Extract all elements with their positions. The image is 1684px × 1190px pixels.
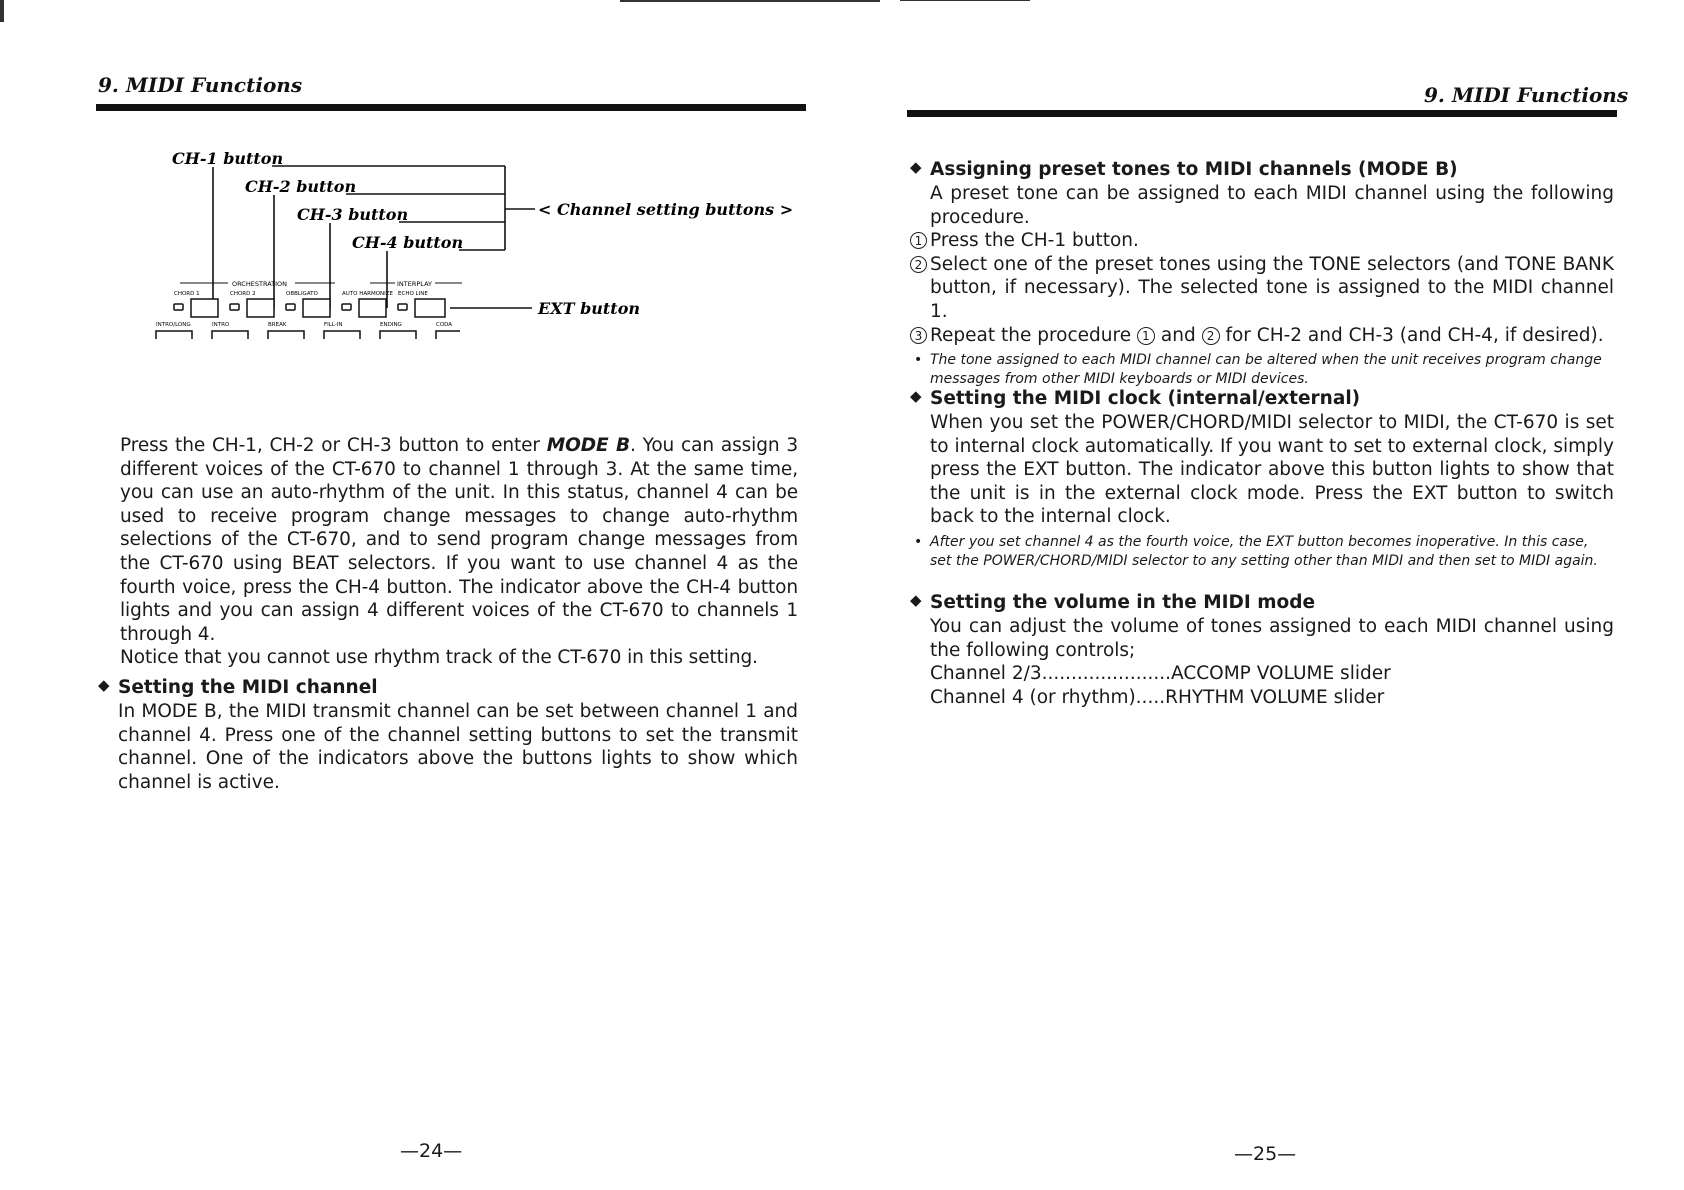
indicator-4 [342, 304, 351, 310]
procedure-step-2 [910, 253, 1614, 324]
ext-button-label: EXT button [538, 299, 640, 318]
right-page [842, 0, 1684, 1190]
panel-buttons [174, 299, 445, 317]
panel-label-fill-in: FILL-IN [324, 322, 343, 328]
panel-button-3 [303, 299, 330, 317]
mode-b-intro-text [120, 434, 798, 646]
indicator-3 [286, 304, 295, 310]
panel-group-interplay: INTERPLAY [397, 280, 432, 288]
panel-label-obbligato: OBBLIGATO [286, 291, 318, 297]
panel-label-intro: INTRO [212, 322, 230, 328]
indicator-1 [174, 304, 183, 310]
note-bullet-icon: • [914, 533, 923, 550]
section-body: A preset tone can be assigned to each MIDI channel using the following procedure. [930, 183, 1614, 228]
panel-button-1 [191, 299, 218, 317]
channel-setting-group-label: < Channel setting buttons > [538, 200, 794, 219]
step-text: and [1155, 324, 1202, 346]
section-body: You can adjust the volume of tones assigned to each MIDI channel using the following controls; [930, 616, 1614, 661]
step-number-badge: 3 [910, 327, 927, 344]
intro-text-part: . You can assign 3 different voices of the CT-670 to channel 1 through 3. At the same time, you can use an auto-rhythm of the unit. In this status, channel 4 can be used to receive program change messages to change auto-rhythm selections of the CT-670, and to send program change messages from the CT-670 using BEAT selectors. If you want to use channel 4 as the fourth voice, press the CH-4 button. The indicator above the CH-4 button lights and you can assign 4 different voices of the CT-670 to channels 1 through 4. [120, 435, 798, 645]
panel-label-chord2: CHORD 2 [230, 291, 256, 297]
channel-buttons-diagram [150, 145, 794, 345]
section-title: Assigning preset tones to MIDI channels (MODE B) [930, 159, 1458, 180]
panel-lower-buttons [156, 331, 460, 339]
panel-button-4 [359, 299, 386, 317]
callout-ch1: CH-1 button [172, 149, 284, 168]
diamond-bullet-icon: ◆ [910, 387, 922, 405]
section-assigning-preset-tones [910, 158, 1614, 389]
page-number: —24— [400, 1140, 463, 1162]
page-number: —25— [1234, 1143, 1297, 1165]
mode-b-emphasis: MODE B [546, 435, 630, 456]
procedure-step-1 [910, 229, 1614, 253]
page-header-title: 9. MIDI Functions [98, 73, 303, 97]
panel-button-2 [247, 299, 274, 317]
diamond-bullet-icon: ◆ [910, 591, 922, 609]
section-body: In MODE B, the MIDI transmit channel can be set between channel 1 and channel 4. Press one of the channel setting buttons to set the transmit channel. One of the indicators above the buttons lights to show which channel is active. [118, 701, 798, 793]
section-title: Setting the volume in the MIDI mode [930, 592, 1316, 613]
callout-ch4: CH-4 button [352, 233, 464, 252]
panel-button-ext [415, 299, 445, 317]
section-note [910, 351, 1614, 389]
volume-row-label: Channel 4 (or rhythm)..... [930, 686, 1166, 708]
step-reference-1: 1 [1137, 327, 1155, 345]
volume-row [930, 686, 1614, 710]
header-rule [907, 110, 1617, 117]
scan-edge-mark [900, 0, 1030, 1]
diamond-bullet-icon: ◆ [910, 158, 922, 176]
step-text: Select one of the preset tones using the TONE selectors (and TONE BANK button, if necessary). The selected tone is assigned to the MIDI channel 1. [930, 253, 1614, 322]
volume-row [930, 662, 1614, 686]
section-setting-midi-clock [910, 387, 1614, 571]
volume-row-value: RHYTHM VOLUME slider [1165, 686, 1385, 708]
panel-label-chord1: CHORD 1 [174, 291, 200, 297]
indicator-2 [230, 304, 239, 310]
note-text: The tone assigned to each MIDI channel can be altered when the unit receives program change messages from other MIDI keyboards or MIDI devices. [930, 352, 1602, 388]
mode-b-intro-paragraph [120, 434, 798, 670]
panel-top-labels [174, 291, 428, 297]
volume-row-label: Channel 2/3...................... [930, 663, 1171, 685]
step-text: Repeat the procedure [930, 324, 1137, 346]
step-text: Press the CH-1 button. [930, 230, 1139, 252]
panel-label-coda: CODA [436, 322, 453, 328]
panel-bottom-labels [156, 322, 452, 328]
page-header-title: 9. MIDI Functions [1424, 83, 1629, 107]
callout-ch2: CH-2 button [245, 177, 357, 196]
intro-text-part: Press the CH-1, CH-2 or CH-3 button to enter [120, 435, 547, 456]
panel-label-ending: ENDING [380, 322, 402, 328]
panel-label-auto-harmonize: AUTO HARMONIZE [342, 291, 393, 297]
step-text: for CH-2 and CH-3 (and CH-4, if desired). [1219, 324, 1604, 346]
section-title: Setting the MIDI clock (internal/external) [930, 388, 1361, 409]
section-title: Setting the MIDI channel [118, 677, 378, 698]
volume-row-value: ACCOMP VOLUME slider [1170, 663, 1391, 685]
panel-label-echo-line: ECHO LINE [398, 291, 428, 297]
note-bullet-icon: • [914, 352, 923, 369]
step-number-badge: 2 [910, 256, 927, 273]
indicator-ext [398, 304, 407, 310]
step-reference-2: 2 [1202, 327, 1220, 345]
step-number-badge: 1 [910, 232, 927, 249]
panel-group-orchestration: ORCHESTRATION [232, 280, 287, 288]
section-note [910, 533, 1614, 571]
scan-edge-mark [620, 0, 880, 2]
section-setting-volume [910, 591, 1614, 709]
callout-ch3: CH-3 button [297, 205, 409, 224]
note-text: After you set channel 4 as the fourth voice, the EXT button becomes inoperative. In this case, set the POWER/CHORD/MIDI selector to any setting other than MIDI and then set to MIDI again. [930, 533, 1598, 569]
procedure-step-3 [910, 324, 1614, 348]
volume-control-list [910, 662, 1614, 709]
panel-label-break: BREAK [268, 322, 287, 328]
scan-edge-mark [0, 0, 4, 22]
panel-label-intro-long: INTRO/LONG [156, 322, 191, 328]
section-body: When you set the POWER/CHORD/MIDI selector to MIDI, the CT-670 is set to internal clock automatically. If you want to set to external clock, simply press the EXT button. The indicator above this button lights to show that the unit is in the external clock mode. Press the EXT button to switch back to the internal clock. [930, 412, 1614, 528]
header-rule [96, 104, 806, 111]
rhythm-notice-text: Notice that you cannot use rhythm track of the CT-670 in this setting. [120, 647, 758, 669]
diamond-bullet-icon: ◆ [98, 676, 110, 694]
section-setting-midi-channel [98, 676, 798, 794]
